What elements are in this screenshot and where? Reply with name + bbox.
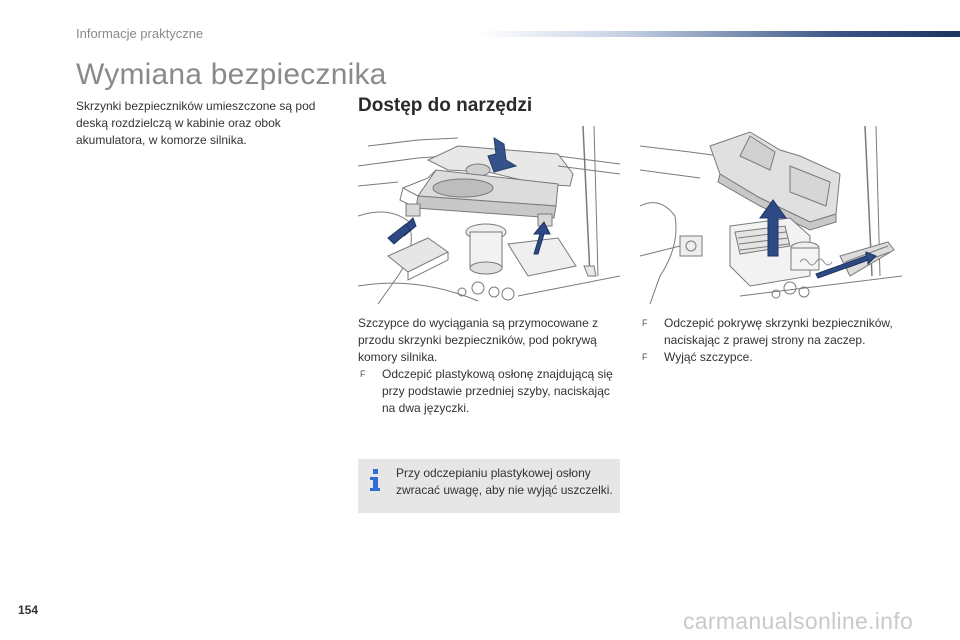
step-text: Odczepić plastykową osłonę znajdującą się przy podstawie przedniej szyby, naciskając na dwa języczki. (382, 367, 613, 415)
engine-bay-cowl-clips-illustration (358, 126, 620, 304)
list-item (640, 315, 902, 349)
step-text: Wyjąć szczypce. (664, 350, 753, 364)
intro-paragraph: Skrzynki bezpieczników umieszczone są pod deską rozdzielczą w kabinie oraz obok akumulatora, w komorze silnika. (76, 99, 316, 147)
info-icon (368, 469, 382, 491)
page-title: Wymiana bezpiecznika (76, 58, 387, 91)
list-item (640, 349, 902, 366)
tweezers-location-paragraph: Szczypce do wyciągania są przymocowane z przodu skrzynki bezpieczników, pod pokrywą komory silnika. (358, 316, 599, 364)
header-gradient-bar (478, 31, 960, 37)
note-text: Przy odczepianiu plastykowej osłony zwracać uwagę, aby nie wyjąć uszczelki. (396, 466, 613, 497)
bullet-marker: F (642, 352, 648, 362)
fuse-box-cover-and-tweezers-illustration (640, 126, 902, 304)
info-note (358, 459, 620, 513)
right-column (640, 315, 902, 366)
list-item (358, 366, 620, 417)
watermark: carmanualsonline.info (683, 608, 914, 634)
left-steps-list (358, 366, 620, 417)
subheading-tool-access: Dostęp do narzędzi (358, 95, 533, 116)
right-steps-list (640, 315, 902, 366)
step-text: Odczepić pokrywę skrzynki bezpieczników, naciskając z prawej strony na zaczep. (664, 316, 893, 347)
bullet-marker: F (360, 369, 366, 379)
section-header: Informacje praktyczne (76, 26, 204, 41)
left-column (358, 315, 620, 417)
page-number: 154 (18, 603, 39, 617)
bullet-marker: F (642, 318, 648, 328)
